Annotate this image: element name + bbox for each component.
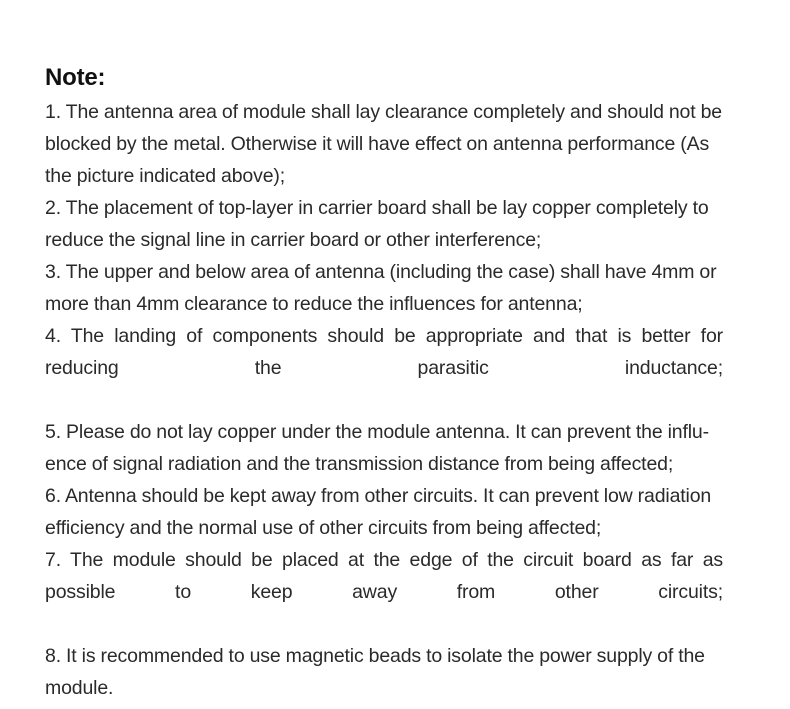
note-item: 1. The antenna area of module shall lay clearance completely and should not be blocked by the metal. Otherwise it will have effect on antenna performance (As the picture indicated above);	[45, 101, 722, 187]
note-list	[45, 96, 723, 704]
note-item: 8. It is recommended to use magnetic beads to isolate the power supply of the module.	[45, 645, 705, 699]
note-section	[45, 62, 723, 704]
note-item: 4. The landing of components should be appropriate and that is better for reducing the parasitic inductance;	[45, 325, 723, 379]
note-item: 3. The upper and below area of antenna (including the case) shall have 4mm or more than 4mm clearance to reduce the influences for antenna;	[45, 261, 717, 315]
note-item: 2. The placement of top-layer in carrier board shall be lay copper completely to reduce the signal line in carrier board or other interference;	[45, 197, 709, 251]
note-item: 7. The module should be placed at the edge of the circuit board as far as possible to keep away from other circuits;	[45, 549, 723, 603]
note-heading: Note:	[45, 64, 106, 91]
note-item: 5. Please do not lay copper under the module antenna. It can prevent the influence of signal radiation and the transmission distance from being affected;	[45, 421, 710, 475]
note-item: 6. Antenna should be kept away from other circuits. It can prevent low radiation efficiency and the normal use of other circuits from being affected;	[45, 485, 712, 539]
